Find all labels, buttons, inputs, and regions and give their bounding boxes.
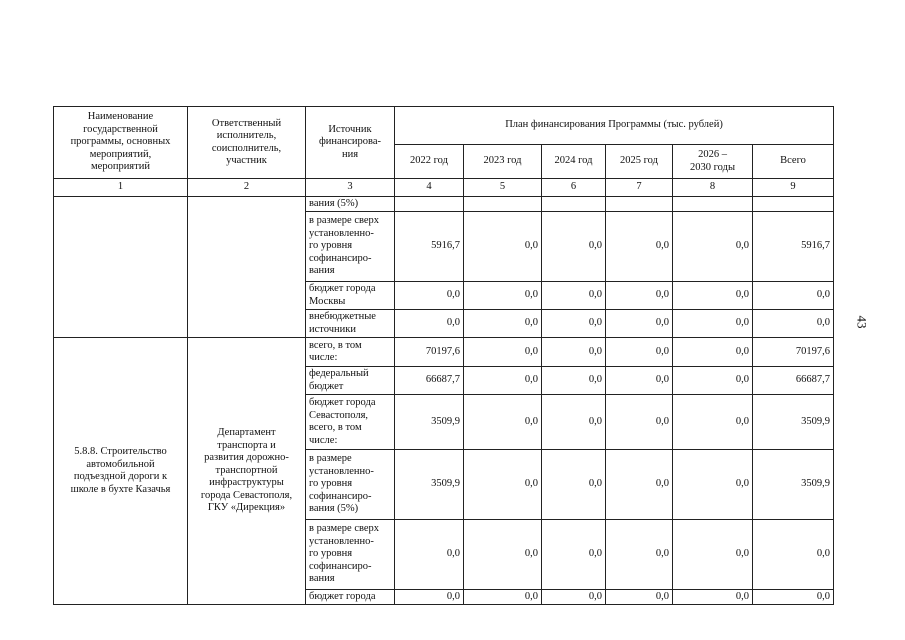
value-cell: 0,0 (395, 282, 464, 310)
value-cell: 0,0 (542, 338, 606, 367)
value-cell: 3509,9 (395, 450, 464, 520)
column-index: 7 (606, 179, 673, 197)
value-cell: 0,0 (753, 590, 834, 605)
value-cell: 0,0 (542, 520, 606, 590)
column-index: 2 (188, 179, 306, 197)
value-cell: 0,0 (542, 212, 606, 282)
program-cell-previous (54, 197, 188, 338)
source-cell: внебюджетные источники (306, 310, 395, 338)
value-cell: 0,0 (542, 310, 606, 338)
page-number: 43 (854, 315, 870, 329)
value-cell: 66687,7 (395, 367, 464, 395)
program-name-cell: 5.8.8. Строительство автомобильной подъездной дороги к школе в бухте Казачья (54, 338, 188, 605)
value-cell: 0,0 (395, 520, 464, 590)
value-cell: 0,0 (464, 520, 542, 590)
value-cell: 0,0 (395, 590, 464, 605)
value-cell: 0,0 (606, 450, 673, 520)
value-cell: 0,0 (606, 310, 673, 338)
source-cell: бюджет города (306, 590, 395, 605)
value-cell (464, 197, 542, 212)
header-col-source: Источник финансирова- ния (306, 107, 395, 179)
header-total: Всего (753, 145, 834, 179)
value-cell: 0,0 (673, 450, 753, 520)
column-index: 4 (395, 179, 464, 197)
value-cell: 0,0 (673, 395, 753, 450)
value-cell: 3509,9 (753, 395, 834, 450)
source-cell: в размере сверх установленно- го уровня софинансиро- вания (306, 520, 395, 590)
column-index: 6 (542, 179, 606, 197)
source-cell: вания (5%) (306, 197, 395, 212)
value-cell: 0,0 (464, 212, 542, 282)
column-index: 9 (753, 179, 834, 197)
value-cell: 0,0 (673, 367, 753, 395)
source-cell: в размере установленно- го уровня софинансиро- вания (5%) (306, 450, 395, 520)
value-cell: 0,0 (464, 338, 542, 367)
source-cell: бюджет города Севастополя, всего, в том числе: (306, 395, 395, 450)
header-year: 2025 год (606, 145, 673, 179)
value-cell: 0,0 (542, 367, 606, 395)
financing-table (53, 106, 834, 605)
executor-cell: Департамент транспорта и развития дорожно- транспортной инфраструктуры города Севастополя, ГКУ «Дирекция» (188, 338, 306, 605)
value-cell: 0,0 (673, 520, 753, 590)
value-cell: 70197,6 (753, 338, 834, 367)
value-cell: 0,0 (673, 338, 753, 367)
value-cell: 0,0 (673, 590, 753, 605)
value-cell: 0,0 (542, 590, 606, 605)
header-plan: План финансирования Программы (тыс. рублей) (395, 107, 834, 145)
value-cell: 0,0 (753, 520, 834, 590)
header-year: 2026 – 2030 годы (673, 145, 753, 179)
value-cell (753, 197, 834, 212)
executor-cell-previous (188, 197, 306, 338)
value-cell: 3509,9 (395, 395, 464, 450)
value-cell: 5916,7 (753, 212, 834, 282)
value-cell (395, 197, 464, 212)
value-cell: 3509,9 (753, 450, 834, 520)
source-cell: в размере сверх установленно- го уровня софинансиро- вания (306, 212, 395, 282)
header-year: 2022 год (395, 145, 464, 179)
value-cell: 0,0 (464, 310, 542, 338)
table-row (54, 338, 834, 367)
value-cell: 0,0 (606, 338, 673, 367)
value-cell: 0,0 (673, 212, 753, 282)
value-cell: 0,0 (606, 520, 673, 590)
value-cell: 0,0 (673, 310, 753, 338)
value-cell: 0,0 (673, 282, 753, 310)
value-cell: 0,0 (464, 282, 542, 310)
value-cell: 0,0 (753, 282, 834, 310)
header-year: 2023 год (464, 145, 542, 179)
value-cell (542, 197, 606, 212)
value-cell: 66687,7 (753, 367, 834, 395)
value-cell: 0,0 (753, 310, 834, 338)
value-cell (606, 197, 673, 212)
column-index: 8 (673, 179, 753, 197)
value-cell: 0,0 (464, 450, 542, 520)
header-col-program: Наименование государственной программы, основных мероприятий, мероприятий (54, 107, 188, 179)
value-cell (673, 197, 753, 212)
value-cell: 0,0 (542, 282, 606, 310)
value-cell: 0,0 (464, 367, 542, 395)
column-index: 3 (306, 179, 395, 197)
value-cell: 0,0 (542, 450, 606, 520)
header-year: 2024 год (542, 145, 606, 179)
value-cell: 0,0 (395, 310, 464, 338)
table-row (54, 197, 834, 212)
column-index: 1 (54, 179, 188, 197)
value-cell: 0,0 (606, 282, 673, 310)
value-cell: 0,0 (606, 395, 673, 450)
column-index-row (54, 179, 834, 197)
value-cell: 0,0 (606, 212, 673, 282)
value-cell: 5916,7 (395, 212, 464, 282)
source-cell: федеральный бюджет (306, 367, 395, 395)
value-cell: 0,0 (464, 395, 542, 450)
source-cell: всего, в том числе: (306, 338, 395, 367)
value-cell: 0,0 (542, 395, 606, 450)
value-cell: 0,0 (606, 590, 673, 605)
column-index: 5 (464, 179, 542, 197)
value-cell: 0,0 (606, 367, 673, 395)
value-cell: 0,0 (464, 590, 542, 605)
source-cell: бюджет города Москвы (306, 282, 395, 310)
value-cell: 70197,6 (395, 338, 464, 367)
header-col-executor: Ответственный исполнитель, соисполнитель, участник (188, 107, 306, 179)
